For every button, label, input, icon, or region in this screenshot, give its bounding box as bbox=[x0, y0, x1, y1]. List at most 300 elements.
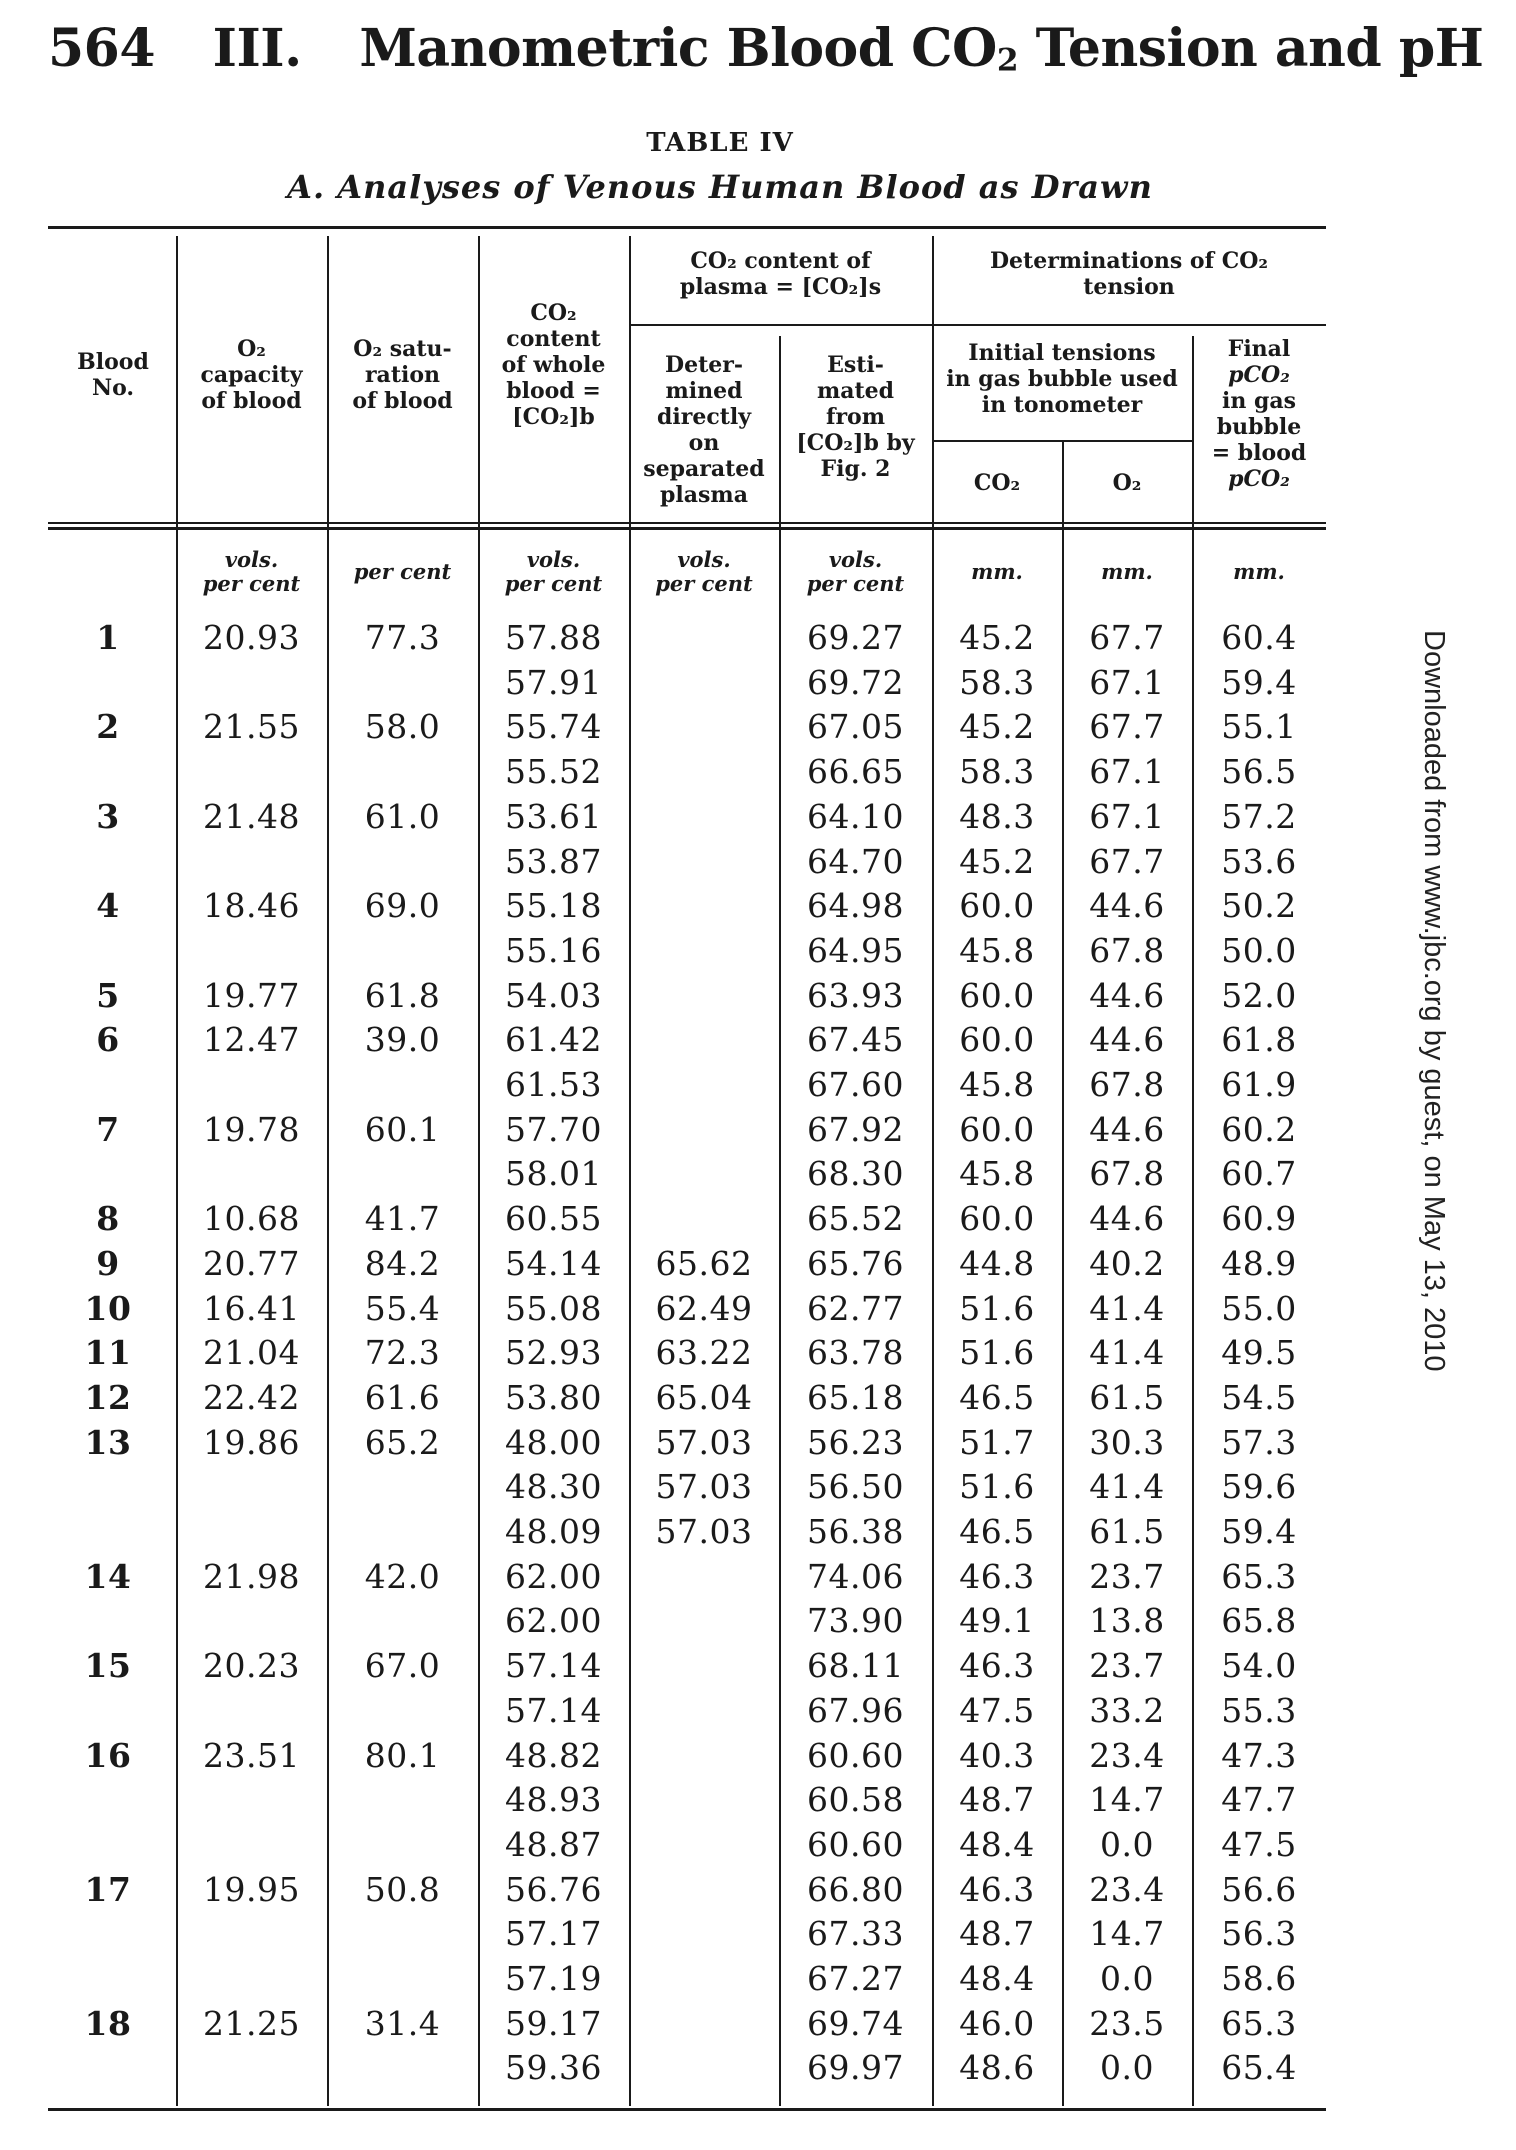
unit-initial-o2: mm. bbox=[1101, 559, 1153, 584]
cell-o2-capacity bbox=[176, 929, 327, 974]
cell-co2-plasma-determined bbox=[629, 1063, 779, 1108]
cell-co2-plasma-determined: 63.22 bbox=[655, 1333, 753, 1373]
cell-final-pco2: 54.5 bbox=[1221, 1377, 1297, 1417]
cell-o2-saturation bbox=[327, 1778, 478, 1823]
table-row bbox=[0, 750, 1516, 795]
cell-initial-co2: 40.3 bbox=[959, 1735, 1035, 1775]
cell-co2-plasma-determined bbox=[629, 1197, 779, 1242]
cell-blood-no: 15 bbox=[84, 1646, 132, 1686]
cell-blood-no: 11 bbox=[84, 1333, 132, 1373]
cell-initial-co2: 60.0 bbox=[959, 1020, 1035, 1060]
cell-o2-capacity bbox=[176, 1689, 327, 1734]
table-row bbox=[0, 795, 1516, 840]
cell-co2-plasma-determined bbox=[629, 974, 779, 1019]
header-determined-directly: Deter- mined directly on separated plasma bbox=[643, 352, 765, 508]
cell-initial-o2: 13.8 bbox=[1089, 1601, 1165, 1641]
cell-co2-plasma-determined bbox=[629, 1689, 779, 1734]
cell-o2-capacity: 12.47 bbox=[203, 1020, 300, 1060]
cell-co2-whole-blood: 57.14 bbox=[505, 1690, 602, 1730]
cell-co2-plasma-determined bbox=[629, 1734, 779, 1779]
cell-initial-co2: 45.2 bbox=[959, 618, 1035, 657]
cell-initial-o2: 23.4 bbox=[1089, 1869, 1165, 1909]
cell-final-pco2: 60.4 bbox=[1221, 618, 1297, 657]
cell-o2-capacity bbox=[176, 840, 327, 885]
cell-co2-plasma-estimated: 67.96 bbox=[807, 1690, 904, 1730]
cell-co2-whole-blood: 62.00 bbox=[505, 1556, 602, 1596]
cell-co2-plasma-estimated: 56.23 bbox=[807, 1422, 904, 1462]
cell-blood-no: 9 bbox=[96, 1243, 120, 1283]
cell-co2-plasma-estimated: 68.11 bbox=[807, 1646, 904, 1686]
cell-final-pco2: 50.0 bbox=[1221, 930, 1297, 970]
cell-o2-capacity: 19.78 bbox=[203, 1109, 300, 1149]
cell-co2-plasma-determined bbox=[629, 1644, 779, 1689]
cell-initial-co2: 60.0 bbox=[959, 886, 1035, 926]
cell-co2-plasma-estimated: 66.80 bbox=[807, 1869, 904, 1909]
cell-o2-saturation: 61.0 bbox=[364, 796, 441, 836]
cell-final-pco2: 55.1 bbox=[1221, 707, 1297, 747]
cell-initial-co2: 45.2 bbox=[959, 707, 1035, 747]
cell-o2-saturation: 58.0 bbox=[364, 707, 441, 747]
cell-o2-saturation bbox=[327, 1465, 478, 1510]
cell-co2-plasma-estimated: 56.38 bbox=[807, 1512, 904, 1551]
cell-o2-saturation: 42.0 bbox=[364, 1556, 441, 1596]
cell-initial-co2: 46.3 bbox=[959, 1556, 1035, 1596]
cell-final-pco2: 57.3 bbox=[1221, 1422, 1297, 1462]
cell-blood-no: 18 bbox=[84, 2003, 132, 2043]
cell-blood-no: 6 bbox=[96, 1020, 120, 1060]
cell-final-pco2: 56.5 bbox=[1221, 752, 1297, 792]
cell-co2-whole-blood: 53.80 bbox=[505, 1377, 602, 1417]
cell-co2-plasma-determined bbox=[629, 705, 779, 750]
cell-o2-saturation: 61.8 bbox=[364, 975, 441, 1015]
cell-co2-plasma-estimated: 66.65 bbox=[807, 752, 904, 792]
cell-final-pco2: 57.2 bbox=[1221, 796, 1297, 836]
cell-final-pco2: 59.4 bbox=[1221, 662, 1297, 702]
cell-co2-plasma-estimated: 64.70 bbox=[807, 841, 904, 881]
cell-final-pco2: 47.7 bbox=[1221, 1780, 1297, 1820]
cell-initial-o2: 0.0 bbox=[1100, 1824, 1154, 1864]
table-row bbox=[0, 1197, 1516, 1242]
cell-o2-saturation: 60.1 bbox=[364, 1109, 441, 1149]
cell-co2-whole-blood: 48.30 bbox=[505, 1467, 602, 1507]
header-o2-capacity: O₂ capacity of blood bbox=[200, 336, 303, 414]
cell-co2-plasma-determined bbox=[629, 1555, 779, 1600]
cell-initial-o2: 41.4 bbox=[1089, 1288, 1165, 1328]
cell-initial-co2: 46.5 bbox=[959, 1377, 1035, 1417]
cell-o2-capacity: 19.86 bbox=[203, 1422, 300, 1462]
cell-o2-capacity: 21.48 bbox=[203, 796, 300, 836]
cell-blood-no: 5 bbox=[96, 975, 120, 1015]
cell-co2-whole-blood: 61.42 bbox=[505, 1020, 602, 1060]
cell-blood-no: 4 bbox=[96, 886, 120, 926]
table-row bbox=[0, 1510, 1516, 1555]
table-row bbox=[0, 1823, 1516, 1868]
cell-o2-saturation: 77.3 bbox=[364, 618, 441, 657]
table-row bbox=[0, 1063, 1516, 1108]
cell-co2-plasma-estimated: 56.50 bbox=[807, 1467, 904, 1507]
cell-initial-o2: 67.7 bbox=[1089, 707, 1165, 747]
cell-co2-plasma-estimated: 67.92 bbox=[807, 1109, 904, 1149]
table-row bbox=[0, 974, 1516, 1019]
table-row bbox=[0, 1287, 1516, 1332]
table-row bbox=[0, 1778, 1516, 1823]
cell-final-pco2: 61.8 bbox=[1221, 1020, 1297, 1060]
cell-co2-whole-blood: 48.87 bbox=[505, 1824, 602, 1864]
cell-co2-whole-blood: 55.52 bbox=[505, 752, 602, 792]
cell-co2-plasma-estimated: 69.97 bbox=[807, 2048, 904, 2088]
cell-co2-whole-blood: 48.82 bbox=[505, 1735, 602, 1775]
cell-initial-co2: 48.7 bbox=[959, 1780, 1035, 1820]
table-row bbox=[0, 1242, 1516, 1287]
cell-co2-plasma-estimated: 65.76 bbox=[807, 1243, 904, 1283]
cell-o2-saturation: 31.4 bbox=[364, 2003, 441, 2043]
cell-co2-whole-blood: 54.14 bbox=[505, 1243, 602, 1283]
cell-o2-saturation: 61.6 bbox=[364, 1377, 441, 1417]
cell-co2-plasma-estimated: 60.60 bbox=[807, 1735, 904, 1775]
cell-o2-capacity bbox=[176, 1465, 327, 1510]
cell-initial-co2: 45.8 bbox=[959, 930, 1035, 970]
table-row bbox=[0, 661, 1516, 706]
cell-blood-no bbox=[40, 1778, 176, 1823]
cell-co2-plasma-determined bbox=[629, 840, 779, 885]
cell-blood-no bbox=[40, 750, 176, 795]
cell-final-pco2: 56.3 bbox=[1221, 1914, 1297, 1954]
cell-o2-capacity bbox=[176, 1778, 327, 1823]
cell-final-pco2: 49.5 bbox=[1221, 1333, 1297, 1373]
cell-co2-plasma-estimated: 65.52 bbox=[807, 1199, 904, 1239]
cell-o2-saturation: 41.7 bbox=[364, 1199, 441, 1239]
cell-co2-whole-blood: 62.00 bbox=[505, 1601, 602, 1641]
cell-blood-no: 13 bbox=[84, 1422, 132, 1462]
table-bottom-rule bbox=[48, 2108, 1326, 2111]
cell-co2-plasma-determined: 62.49 bbox=[655, 1288, 753, 1328]
cell-o2-capacity: 10.68 bbox=[203, 1199, 300, 1239]
header-blood-no: Blood No. bbox=[77, 349, 149, 401]
cell-co2-plasma-estimated: 69.74 bbox=[807, 2003, 904, 2043]
cell-initial-co2: 48.3 bbox=[959, 796, 1035, 836]
cell-initial-co2: 46.0 bbox=[959, 2003, 1035, 2043]
download-watermark-text: Downloaded from www.jbc.org by guest, on May 13, 2010 bbox=[1418, 630, 1450, 1372]
unit-co2-whole: vols. per cent bbox=[504, 547, 603, 596]
header-initial-co2: CO₂ bbox=[973, 470, 1021, 496]
section-numeral: III. bbox=[212, 18, 302, 79]
cell-o2-capacity bbox=[176, 1912, 327, 1957]
cell-initial-o2: 33.2 bbox=[1089, 1690, 1165, 1730]
cell-initial-o2: 67.7 bbox=[1089, 841, 1165, 881]
cell-final-pco2: 54.0 bbox=[1221, 1646, 1297, 1686]
cell-co2-plasma-determined bbox=[629, 661, 779, 706]
unit-final: mm. bbox=[1233, 559, 1285, 584]
cell-blood-no bbox=[40, 2046, 176, 2091]
header-o2-saturation: O₂ satu- ration of blood bbox=[352, 336, 453, 414]
table-row bbox=[0, 1599, 1516, 1644]
header-estimated: Esti- mated from [CO₂]b by Fig. 2 bbox=[796, 352, 915, 482]
unit-determined: vols. per cent bbox=[655, 547, 753, 596]
cell-o2-saturation bbox=[327, 1957, 478, 2002]
cell-initial-co2: 51.6 bbox=[959, 1467, 1035, 1507]
table-row bbox=[0, 1421, 1516, 1466]
cell-initial-co2: 58.3 bbox=[959, 662, 1035, 702]
cell-initial-co2: 51.6 bbox=[959, 1288, 1035, 1328]
cell-initial-o2: 44.6 bbox=[1089, 1199, 1165, 1239]
cell-co2-plasma-estimated: 67.05 bbox=[807, 707, 904, 747]
cell-blood-no bbox=[40, 1912, 176, 1957]
table-label: TABLE IV bbox=[646, 128, 794, 158]
cell-final-pco2: 55.0 bbox=[1221, 1288, 1297, 1328]
cell-co2-whole-blood: 53.87 bbox=[505, 841, 602, 881]
cell-co2-plasma-estimated: 69.27 bbox=[807, 618, 904, 657]
cell-co2-plasma-estimated: 74.06 bbox=[807, 1556, 904, 1596]
cell-co2-plasma-estimated: 67.27 bbox=[807, 1959, 904, 1998]
cell-o2-capacity: 21.98 bbox=[203, 1556, 300, 1596]
cell-co2-whole-blood: 57.70 bbox=[505, 1109, 602, 1149]
cell-o2-saturation bbox=[327, 1510, 478, 1555]
cell-co2-whole-blood: 60.55 bbox=[505, 1199, 602, 1239]
table-row bbox=[0, 1644, 1516, 1689]
cell-initial-co2: 48.4 bbox=[959, 1959, 1035, 1998]
cell-o2-saturation bbox=[327, 1152, 478, 1197]
cell-o2-saturation: 50.8 bbox=[364, 1869, 441, 1909]
cell-o2-saturation bbox=[327, 750, 478, 795]
cell-co2-plasma-determined bbox=[629, 1823, 779, 1868]
cell-o2-saturation bbox=[327, 1689, 478, 1734]
cell-initial-co2: 45.8 bbox=[959, 1065, 1035, 1104]
unit-estimated: vols. per cent bbox=[806, 547, 905, 596]
table-row bbox=[0, 1465, 1516, 1510]
table-row bbox=[0, 1689, 1516, 1734]
table-row bbox=[0, 1868, 1516, 1913]
cell-o2-capacity: 19.77 bbox=[203, 975, 300, 1015]
cell-o2-saturation: 65.2 bbox=[364, 1422, 441, 1462]
table-row bbox=[0, 1152, 1516, 1197]
cell-initial-co2: 45.8 bbox=[959, 1154, 1035, 1194]
cell-initial-o2: 30.3 bbox=[1089, 1422, 1165, 1462]
cell-o2-saturation: 84.2 bbox=[364, 1243, 441, 1283]
cell-o2-capacity: 22.42 bbox=[203, 1377, 300, 1417]
cell-final-pco2: 60.7 bbox=[1221, 1154, 1297, 1194]
cell-o2-capacity: 23.51 bbox=[203, 1735, 300, 1775]
cell-final-pco2: 50.2 bbox=[1221, 886, 1297, 926]
header-rule-inner bbox=[48, 522, 1326, 524]
cell-initial-o2: 23.7 bbox=[1089, 1556, 1165, 1596]
cell-o2-capacity bbox=[176, 1510, 327, 1555]
cell-initial-o2: 14.7 bbox=[1089, 1780, 1165, 1820]
cell-initial-o2: 67.8 bbox=[1089, 1065, 1165, 1104]
initial-group-rule bbox=[932, 440, 1192, 442]
cell-o2-capacity bbox=[176, 2046, 327, 2091]
cell-initial-o2: 40.2 bbox=[1089, 1243, 1165, 1283]
cell-blood-no: 17 bbox=[84, 1869, 132, 1909]
cell-initial-o2: 67.1 bbox=[1089, 752, 1165, 792]
cell-initial-o2: 67.1 bbox=[1089, 796, 1165, 836]
cell-co2-plasma-estimated: 73.90 bbox=[807, 1601, 904, 1641]
cell-co2-whole-blood: 58.01 bbox=[505, 1154, 602, 1194]
cell-initial-o2: 41.4 bbox=[1089, 1333, 1165, 1373]
cell-o2-saturation bbox=[327, 2046, 478, 2091]
table-row bbox=[0, 1555, 1516, 1600]
cell-co2-plasma-determined: 57.03 bbox=[655, 1467, 753, 1507]
table-row bbox=[0, 1018, 1516, 1063]
cell-blood-no bbox=[40, 661, 176, 706]
cell-co2-whole-blood: 53.61 bbox=[505, 796, 602, 836]
cell-initial-co2: 46.3 bbox=[959, 1646, 1035, 1686]
table-row bbox=[0, 2046, 1516, 2091]
cell-co2-plasma-estimated: 64.98 bbox=[807, 886, 904, 926]
table-caption: A. Analyses of Venous Human Blood as Drawn bbox=[287, 168, 1153, 206]
cell-o2-capacity bbox=[176, 1599, 327, 1644]
cell-final-pco2: 65.4 bbox=[1221, 2048, 1297, 2088]
cell-o2-saturation: 69.0 bbox=[364, 886, 441, 926]
cell-initial-o2: 23.7 bbox=[1089, 1646, 1165, 1686]
cell-final-pco2: 52.0 bbox=[1221, 975, 1297, 1015]
cell-co2-whole-blood: 56.76 bbox=[505, 1869, 602, 1909]
cell-o2-capacity: 18.46 bbox=[203, 886, 300, 926]
cell-co2-whole-blood: 54.03 bbox=[505, 975, 602, 1015]
cell-co2-whole-blood: 59.17 bbox=[505, 2003, 602, 2043]
unit-o2-saturation: per cent bbox=[353, 559, 452, 584]
cell-o2-capacity: 20.93 bbox=[203, 618, 300, 657]
table-row bbox=[0, 1957, 1516, 2002]
cell-co2-plasma-estimated: 67.60 bbox=[807, 1065, 904, 1104]
cell-co2-plasma-determined bbox=[629, 1868, 779, 1913]
cell-initial-co2: 49.1 bbox=[959, 1601, 1035, 1641]
cell-initial-o2: 67.8 bbox=[1089, 1154, 1165, 1194]
cell-final-pco2: 59.6 bbox=[1221, 1467, 1297, 1507]
cell-blood-no: 12 bbox=[84, 1377, 132, 1417]
table-row bbox=[0, 1108, 1516, 1153]
cell-co2-plasma-determined bbox=[629, 1957, 779, 2002]
cell-co2-plasma-estimated: 63.93 bbox=[807, 975, 904, 1015]
table-row bbox=[0, 929, 1516, 974]
cell-co2-plasma-determined bbox=[629, 884, 779, 929]
cell-final-pco2: 56.6 bbox=[1221, 1869, 1297, 1909]
cell-final-pco2: 61.9 bbox=[1221, 1065, 1297, 1104]
cell-o2-capacity: 21.25 bbox=[203, 2003, 300, 2043]
cell-o2-saturation bbox=[327, 1063, 478, 1108]
cell-blood-no: 7 bbox=[96, 1109, 120, 1149]
cell-blood-no: 1 bbox=[96, 618, 120, 657]
cell-co2-whole-blood: 57.14 bbox=[505, 1646, 602, 1686]
cell-co2-whole-blood: 48.00 bbox=[505, 1422, 602, 1462]
cell-final-pco2: 53.6 bbox=[1221, 841, 1297, 881]
cell-co2-whole-blood: 55.74 bbox=[505, 707, 602, 747]
cell-co2-plasma-estimated: 67.33 bbox=[807, 1914, 904, 1954]
cell-final-pco2: 60.2 bbox=[1221, 1109, 1297, 1149]
cell-initial-o2: 61.5 bbox=[1089, 1377, 1165, 1417]
cell-co2-whole-blood: 48.09 bbox=[505, 1512, 602, 1551]
cell-co2-whole-blood: 57.88 bbox=[505, 618, 602, 657]
cell-final-pco2: 55.3 bbox=[1221, 1690, 1297, 1730]
header-co2-plasma-group: CO₂ content of plasma = [CO₂]s bbox=[679, 248, 882, 300]
cell-initial-co2: 60.0 bbox=[959, 1199, 1035, 1239]
cell-initial-co2: 45.2 bbox=[959, 841, 1035, 881]
plasma-group-rule bbox=[629, 324, 932, 326]
cell-co2-plasma-determined bbox=[629, 1152, 779, 1197]
cell-co2-plasma-estimated: 62.77 bbox=[807, 1288, 904, 1328]
cell-blood-no: 16 bbox=[84, 1735, 132, 1775]
cell-co2-plasma-determined bbox=[629, 1108, 779, 1153]
cell-final-pco2: 47.3 bbox=[1221, 1735, 1297, 1775]
cell-initial-co2: 58.3 bbox=[959, 752, 1035, 792]
unit-o2-capacity: vols. per cent bbox=[202, 547, 301, 596]
cell-initial-co2: 46.3 bbox=[959, 1869, 1035, 1909]
cell-co2-whole-blood: 57.91 bbox=[505, 662, 602, 702]
cell-o2-saturation: 55.4 bbox=[364, 1288, 441, 1328]
cell-co2-plasma-estimated: 60.58 bbox=[807, 1780, 904, 1820]
cell-co2-plasma-estimated: 65.18 bbox=[807, 1377, 904, 1417]
cell-o2-capacity bbox=[176, 750, 327, 795]
cell-initial-o2: 14.7 bbox=[1089, 1914, 1165, 1954]
table-row bbox=[0, 1331, 1516, 1376]
cell-co2-plasma-estimated: 69.72 bbox=[807, 662, 904, 702]
cell-blood-no bbox=[40, 929, 176, 974]
cell-co2-plasma-determined: 57.03 bbox=[655, 1512, 753, 1551]
unit-initial-co2: mm. bbox=[971, 559, 1023, 584]
cell-initial-co2: 48.7 bbox=[959, 1914, 1035, 1954]
cell-co2-whole-blood: 59.36 bbox=[505, 2048, 602, 2088]
cell-initial-co2: 44.8 bbox=[959, 1243, 1035, 1283]
cell-co2-plasma-determined bbox=[629, 616, 779, 661]
cell-initial-co2: 48.4 bbox=[959, 1824, 1035, 1864]
cell-co2-plasma-estimated: 67.45 bbox=[807, 1020, 904, 1060]
cell-co2-plasma-estimated: 64.95 bbox=[807, 930, 904, 970]
cell-o2-capacity: 21.55 bbox=[203, 707, 300, 747]
cell-initial-o2: 44.6 bbox=[1089, 886, 1165, 926]
cell-final-pco2: 59.4 bbox=[1221, 1512, 1297, 1551]
cell-co2-whole-blood: 61.53 bbox=[505, 1065, 602, 1104]
cell-initial-o2: 23.5 bbox=[1089, 2003, 1165, 2043]
cell-o2-saturation bbox=[327, 1599, 478, 1644]
cell-final-pco2: 65.3 bbox=[1221, 1556, 1297, 1596]
cell-co2-whole-blood: 55.16 bbox=[505, 930, 602, 970]
cell-o2-capacity bbox=[176, 1957, 327, 2002]
cell-o2-saturation: 39.0 bbox=[364, 1020, 441, 1060]
cell-initial-co2: 47.5 bbox=[959, 1690, 1035, 1730]
cell-blood-no: 10 bbox=[84, 1288, 132, 1328]
cell-initial-o2: 44.6 bbox=[1089, 1109, 1165, 1149]
cell-co2-plasma-determined: 65.62 bbox=[655, 1243, 753, 1283]
header-bottom-rule bbox=[48, 527, 1326, 530]
cell-blood-no: 14 bbox=[84, 1556, 132, 1596]
cell-o2-capacity bbox=[176, 661, 327, 706]
cell-co2-whole-blood: 55.08 bbox=[505, 1288, 602, 1328]
cell-initial-o2: 0.0 bbox=[1100, 1959, 1154, 1998]
cell-initial-co2: 60.0 bbox=[959, 1109, 1035, 1149]
cell-co2-plasma-determined bbox=[629, 1599, 779, 1644]
cell-initial-o2: 41.4 bbox=[1089, 1467, 1165, 1507]
cell-blood-no bbox=[40, 840, 176, 885]
table-row bbox=[0, 1912, 1516, 1957]
table-row bbox=[0, 1376, 1516, 1421]
cell-blood-no: 2 bbox=[96, 707, 120, 747]
cell-o2-saturation: 72.3 bbox=[364, 1333, 441, 1373]
running-title: Manometric Blood $CO_2$ Tension and pH bbox=[359, 18, 1484, 79]
cell-blood-no bbox=[40, 1599, 176, 1644]
cell-final-pco2: 65.8 bbox=[1221, 1601, 1297, 1641]
cell-o2-saturation bbox=[327, 929, 478, 974]
cell-blood-no bbox=[40, 1063, 176, 1108]
cell-o2-capacity bbox=[176, 1152, 327, 1197]
header-initial-o2: O₂ bbox=[1112, 470, 1142, 496]
cell-blood-no: 8 bbox=[96, 1199, 120, 1239]
cell-co2-plasma-determined bbox=[629, 929, 779, 974]
cell-co2-plasma-estimated: 64.10 bbox=[807, 796, 904, 836]
table-row bbox=[0, 1734, 1516, 1779]
cell-initial-co2: 48.6 bbox=[959, 2048, 1035, 2088]
cell-co2-plasma-determined bbox=[629, 1018, 779, 1063]
cell-co2-plasma-estimated: 60.60 bbox=[807, 1824, 904, 1864]
running-head bbox=[48, 18, 1483, 79]
